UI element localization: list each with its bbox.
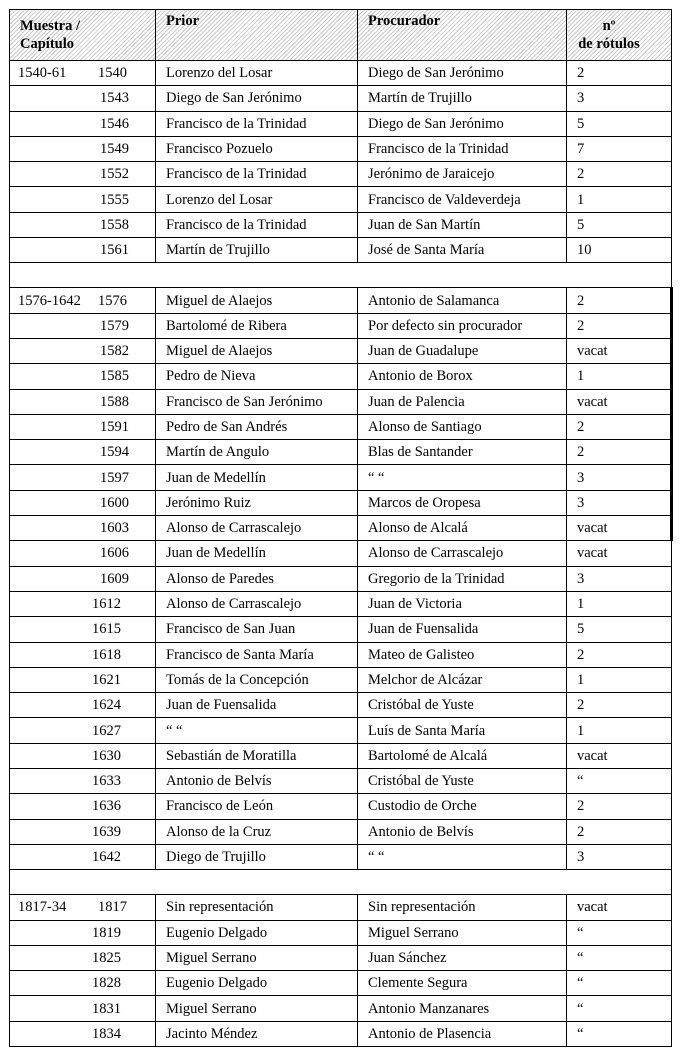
procurador-cell: Sin representación — [358, 895, 567, 920]
rotulos-cell: 3 — [567, 490, 672, 515]
prior-cell: Miguel Serrano — [156, 945, 358, 970]
muestra-capitulo-cell — [10, 819, 156, 844]
table-row — [10, 136, 672, 161]
prior-cell: Pedro de Nieva — [156, 364, 358, 389]
table-row — [10, 693, 672, 718]
prior-cell: Francisco de San Jerónimo — [156, 389, 358, 414]
procurador-cell: Clemente Segura — [358, 971, 567, 996]
procurador-cell: Francisco de la Trinidad — [358, 136, 567, 161]
capitulo-year: 1594 — [100, 444, 129, 461]
procurador-cell: Antonio de Borox — [358, 364, 567, 389]
procurador-cell: Gregorio de la Trinidad — [358, 566, 567, 591]
procurador-cell: Alonso de Santiago — [358, 414, 567, 439]
procurador-cell: Juan de San Martín — [358, 212, 567, 237]
table-row — [10, 591, 672, 616]
muestra-capitulo-cell — [10, 642, 156, 667]
table-row — [10, 718, 672, 743]
muestra-capitulo-cell — [10, 162, 156, 187]
table-row — [10, 338, 672, 363]
header-de-rotulos: de rótulos — [578, 36, 640, 52]
muestra-capitulo-cell — [10, 111, 156, 136]
table-row — [10, 162, 672, 187]
prior-cell: Jacinto Méndez — [156, 1021, 358, 1046]
procurador-cell: Antonio de Belvís — [358, 819, 567, 844]
muestra-capitulo-cell — [10, 541, 156, 566]
prior-cell: Lorenzo del Losar — [156, 187, 358, 212]
procurador-cell: Jerónimo de Jaraicejo — [358, 162, 567, 187]
procurador-cell: Marcos de Oropesa — [358, 490, 567, 515]
muestra-capitulo-cell — [10, 566, 156, 591]
procurador-cell: Miguel Serrano — [358, 920, 567, 945]
capitulo-year: 1603 — [100, 520, 129, 537]
capitulo-year: 1642 — [92, 849, 121, 866]
prior-cell: Lorenzo del Losar — [156, 61, 358, 86]
muestra-capitulo-cell — [10, 490, 156, 515]
prior-cell: Diego de Trujillo — [156, 844, 358, 869]
capitulos-table — [9, 9, 673, 1047]
table-row — [10, 743, 672, 768]
rotulos-cell: vacat — [567, 516, 672, 541]
prior-cell: Juan de Medellín — [156, 465, 358, 490]
muestra-span: 1576-1642 — [18, 292, 81, 309]
muestra-capitulo-cell — [10, 794, 156, 819]
table-row — [10, 238, 672, 263]
muestra-capitulo-cell — [10, 516, 156, 541]
procurador-cell: Custodio de Orche — [358, 794, 567, 819]
capitulo-year: 1624 — [92, 697, 121, 714]
muestra-span: 1817-34 — [18, 899, 67, 916]
rotulos-cell: 2 — [567, 414, 672, 439]
table-row — [10, 895, 672, 920]
capitulo-year: 1591 — [100, 419, 129, 435]
prior-cell: Miguel de Alaejos — [156, 338, 358, 363]
capitulo-year: 1543 — [100, 90, 129, 107]
muestra-capitulo-cell — [10, 440, 156, 465]
rotulos-cell: “ — [567, 1021, 672, 1046]
rotulos-cell: 2 — [567, 288, 672, 313]
muestra-capitulo-cell — [10, 971, 156, 996]
capitulo-year: 1633 — [92, 773, 121, 790]
capitulo-year: 1825 — [92, 949, 121, 966]
prior-cell: Jerónimo Ruiz — [156, 490, 358, 515]
header-prior: Prior — [156, 10, 358, 61]
separator-cell — [10, 263, 672, 288]
prior-cell: Alonso de la Cruz — [156, 819, 358, 844]
table-row — [10, 794, 672, 819]
capitulo-year: 1618 — [92, 646, 121, 663]
table-row — [10, 667, 672, 692]
muestra-capitulo-cell — [10, 136, 156, 161]
muestra-span: 1540-61 — [18, 65, 67, 82]
muestra-capitulo-cell — [10, 996, 156, 1021]
table-row — [10, 465, 672, 490]
table-row — [10, 364, 672, 389]
procurador-cell: Francisco de Valdeverdeja — [358, 187, 567, 212]
prior-cell: “ “ — [156, 718, 358, 743]
rotulos-cell: 2 — [567, 440, 672, 465]
muestra-capitulo-cell — [10, 1021, 156, 1046]
rotulos-cell: 1 — [567, 667, 672, 692]
capitulo-year: 1576 — [98, 292, 127, 309]
prior-cell: Juan de Medellín — [156, 541, 358, 566]
muestra-capitulo-cell — [10, 617, 156, 642]
muestra-capitulo-cell — [10, 920, 156, 945]
table-row — [10, 819, 672, 844]
capitulo-year: 1561 — [100, 242, 129, 259]
capitulo-year: 1627 — [92, 722, 121, 739]
table-row — [10, 920, 672, 945]
prior-cell: Tomás de la Concepción — [156, 667, 358, 692]
capitulo-year: 1546 — [100, 115, 129, 132]
capitulo-year: 1828 — [92, 975, 121, 992]
rotulos-cell: 2 — [567, 794, 672, 819]
muestra-capitulo-cell — [10, 591, 156, 616]
table-row — [10, 516, 672, 541]
rotulos-cell: 5 — [567, 212, 672, 237]
capitulo-year: 1597 — [100, 469, 129, 486]
capitulo-year: 1621 — [92, 671, 121, 688]
rotulos-cell: “ — [567, 945, 672, 970]
table-row — [10, 212, 672, 237]
prior-cell: Francisco Pozuelo — [156, 136, 358, 161]
procurador-cell: Por defecto sin procurador — [358, 313, 567, 338]
capitulo-year: 1831 — [92, 1000, 121, 1017]
muestra-capitulo-cell — [10, 61, 156, 86]
capitulo-year: 1549 — [100, 141, 129, 158]
header-rotulos — [567, 10, 672, 61]
capitulo-year: 1612 — [92, 596, 121, 613]
prior-cell: Antonio de Belvís — [156, 769, 358, 794]
table-row — [10, 971, 672, 996]
prior-cell: Francisco de San Juan — [156, 617, 358, 642]
table-row — [10, 945, 672, 970]
rotulos-cell: 1 — [567, 591, 672, 616]
capitulo-year: 1834 — [92, 1025, 121, 1042]
procurador-cell: Blas de Santander — [358, 440, 567, 465]
capitulo-year: 1817 — [98, 899, 127, 916]
prior-cell: Miguel de Alaejos — [156, 288, 358, 313]
prior-cell: Juan de Fuensalida — [156, 693, 358, 718]
table-row — [10, 566, 672, 591]
rotulos-cell: 5 — [567, 617, 672, 642]
muestra-capitulo-cell — [10, 288, 156, 313]
prior-cell: Eugenio Delgado — [156, 920, 358, 945]
muestra-capitulo-cell — [10, 769, 156, 794]
prior-cell: Francisco de la Trinidad — [156, 162, 358, 187]
document-page — [9, 9, 673, 1047]
table-row — [10, 313, 672, 338]
muestra-capitulo-cell — [10, 389, 156, 414]
rotulos-cell: vacat — [567, 389, 672, 414]
table-row — [10, 414, 672, 439]
procurador-cell: Juan de Fuensalida — [358, 617, 567, 642]
capitulo-year: 1585 — [100, 368, 129, 385]
prior-cell: Martín de Angulo — [156, 440, 358, 465]
rotulos-cell: 7 — [567, 136, 672, 161]
rotulos-cell: 2 — [567, 162, 672, 187]
header-n: nº — [602, 18, 616, 34]
rotulos-cell: “ — [567, 971, 672, 996]
muestra-capitulo-cell — [10, 212, 156, 237]
muestra-capitulo-cell — [10, 945, 156, 970]
rotulos-cell: vacat — [567, 338, 672, 363]
table-row — [10, 642, 672, 667]
capitulo-year: 1582 — [100, 343, 129, 360]
table-row — [10, 61, 672, 86]
rotulos-cell: 2 — [567, 313, 672, 338]
procurador-cell: Juan de Guadalupe — [358, 338, 567, 363]
procurador-cell: Juan de Palencia — [358, 389, 567, 414]
prior-cell: Francisco de Santa María — [156, 642, 358, 667]
muestra-capitulo-cell — [10, 338, 156, 363]
rotulos-cell: 2 — [567, 819, 672, 844]
section-separator — [10, 870, 672, 895]
table-row — [10, 1021, 672, 1046]
table-row — [10, 389, 672, 414]
capitulo-year: 1639 — [92, 823, 121, 840]
rotulos-cell: 2 — [567, 61, 672, 86]
prior-cell: Alonso de Paredes — [156, 566, 358, 591]
prior-cell: Francisco de la Trinidad — [156, 111, 358, 136]
rotulos-cell: 1 — [567, 364, 672, 389]
rotulos-cell: “ — [567, 920, 672, 945]
procurador-cell: Luís de Santa María — [358, 718, 567, 743]
muestra-capitulo-cell — [10, 414, 156, 439]
table-row — [10, 86, 672, 111]
rotulos-cell: 5 — [567, 111, 672, 136]
prior-cell: Alonso de Carrascalejo — [156, 516, 358, 541]
table-row — [10, 617, 672, 642]
procurador-cell: Diego de San Jerónimo — [358, 61, 567, 86]
muestra-capitulo-cell — [10, 844, 156, 869]
capitulo-year: 1615 — [92, 621, 121, 638]
procurador-cell: Alonso de Alcalá — [358, 516, 567, 541]
rotulos-cell: “ — [567, 996, 672, 1021]
capitulo-year: 1636 — [92, 798, 121, 815]
procurador-cell: Bartolomé de Alcalá — [358, 743, 567, 768]
procurador-cell: Juan de Victoria — [358, 591, 567, 616]
capitulo-year: 1552 — [100, 166, 129, 183]
prior-cell: Sin representación — [156, 895, 358, 920]
capitulo-year: 1558 — [100, 216, 129, 233]
muestra-capitulo-cell — [10, 187, 156, 212]
capitulo-year: 1579 — [100, 317, 129, 334]
prior-cell: Pedro de San Andrés — [156, 414, 358, 439]
muestra-capitulo-cell — [10, 86, 156, 111]
muestra-capitulo-cell — [10, 743, 156, 768]
separator-cell — [10, 870, 672, 895]
table-row — [10, 541, 672, 566]
prior-cell: Francisco de León — [156, 794, 358, 819]
procurador-cell: Diego de San Jerónimo — [358, 111, 567, 136]
procurador-cell: Mateo de Galisteo — [358, 642, 567, 667]
capitulo-year: 1630 — [92, 747, 121, 764]
procurador-cell: Melchor de Alcázar — [358, 667, 567, 692]
table-row — [10, 440, 672, 465]
rotulos-cell: 2 — [567, 642, 672, 667]
rotulos-cell: vacat — [567, 895, 672, 920]
procurador-cell: Martín de Trujillo — [358, 86, 567, 111]
table-row — [10, 187, 672, 212]
capitulo-year: 1588 — [100, 393, 129, 410]
rotulos-cell: 1 — [567, 187, 672, 212]
rotulos-cell: vacat — [567, 541, 672, 566]
rotulos-cell: 3 — [567, 86, 672, 111]
procurador-cell: Antonio de Plasencia — [358, 1021, 567, 1046]
prior-cell: Sebastián de Moratilla — [156, 743, 358, 768]
prior-cell: Bartolomé de Ribera — [156, 313, 358, 338]
table-row — [10, 111, 672, 136]
rotulos-cell: “ — [567, 769, 672, 794]
procurador-cell: Cristóbal de Yuste — [358, 769, 567, 794]
procurador-cell: Antonio de Salamanca — [358, 288, 567, 313]
procurador-cell: José de Santa María — [358, 238, 567, 263]
muestra-capitulo-cell — [10, 238, 156, 263]
procurador-cell: Cristóbal de Yuste — [358, 693, 567, 718]
capitulo-year: 1600 — [100, 494, 129, 511]
procurador-cell: Alonso de Carrascalejo — [358, 541, 567, 566]
muestra-capitulo-cell — [10, 895, 156, 920]
table-row — [10, 996, 672, 1021]
procurador-cell: Juan Sánchez — [358, 945, 567, 970]
procurador-cell: Antonio Manzanares — [358, 996, 567, 1021]
prior-cell: Francisco de la Trinidad — [156, 212, 358, 237]
capitulo-year: 1555 — [100, 191, 129, 208]
prior-cell: Miguel Serrano — [156, 996, 358, 1021]
table-row — [10, 769, 672, 794]
table-header-row — [10, 10, 672, 61]
rotulos-cell: 3 — [567, 465, 672, 490]
prior-cell: Eugenio Delgado — [156, 971, 358, 996]
procurador-cell: “ “ — [358, 844, 567, 869]
table-row — [10, 844, 672, 869]
rotulos-cell: 2 — [567, 693, 672, 718]
table-body — [10, 10, 672, 1047]
capitulo-year: 1606 — [100, 545, 129, 562]
header-procurador: Procurador — [358, 10, 567, 61]
rotulos-cell: 1 — [567, 718, 672, 743]
rotulos-cell: 10 — [567, 238, 672, 263]
capitulo-year: 1540 — [98, 65, 127, 82]
table-row — [10, 288, 672, 313]
section-separator — [10, 263, 672, 288]
muestra-capitulo-cell — [10, 667, 156, 692]
capitulo-year: 1609 — [100, 570, 129, 587]
header-muestra: Muestra / — [20, 18, 80, 34]
prior-cell: Diego de San Jerónimo — [156, 86, 358, 111]
muestra-capitulo-cell — [10, 364, 156, 389]
capitulo-year: 1819 — [92, 924, 121, 941]
prior-cell: Martín de Trujillo — [156, 238, 358, 263]
rotulos-cell: vacat — [567, 743, 672, 768]
table-row — [10, 490, 672, 515]
muestra-capitulo-cell — [10, 718, 156, 743]
procurador-cell: “ “ — [358, 465, 567, 490]
header-capitulo: Capítulo — [20, 36, 74, 52]
rotulos-cell: 3 — [567, 566, 672, 591]
muestra-capitulo-cell — [10, 693, 156, 718]
prior-cell: Alonso de Carrascalejo — [156, 591, 358, 616]
header-muestra-capitulo — [10, 10, 156, 61]
rotulos-cell: 3 — [567, 844, 672, 869]
muestra-capitulo-cell — [10, 465, 156, 490]
muestra-capitulo-cell — [10, 313, 156, 338]
